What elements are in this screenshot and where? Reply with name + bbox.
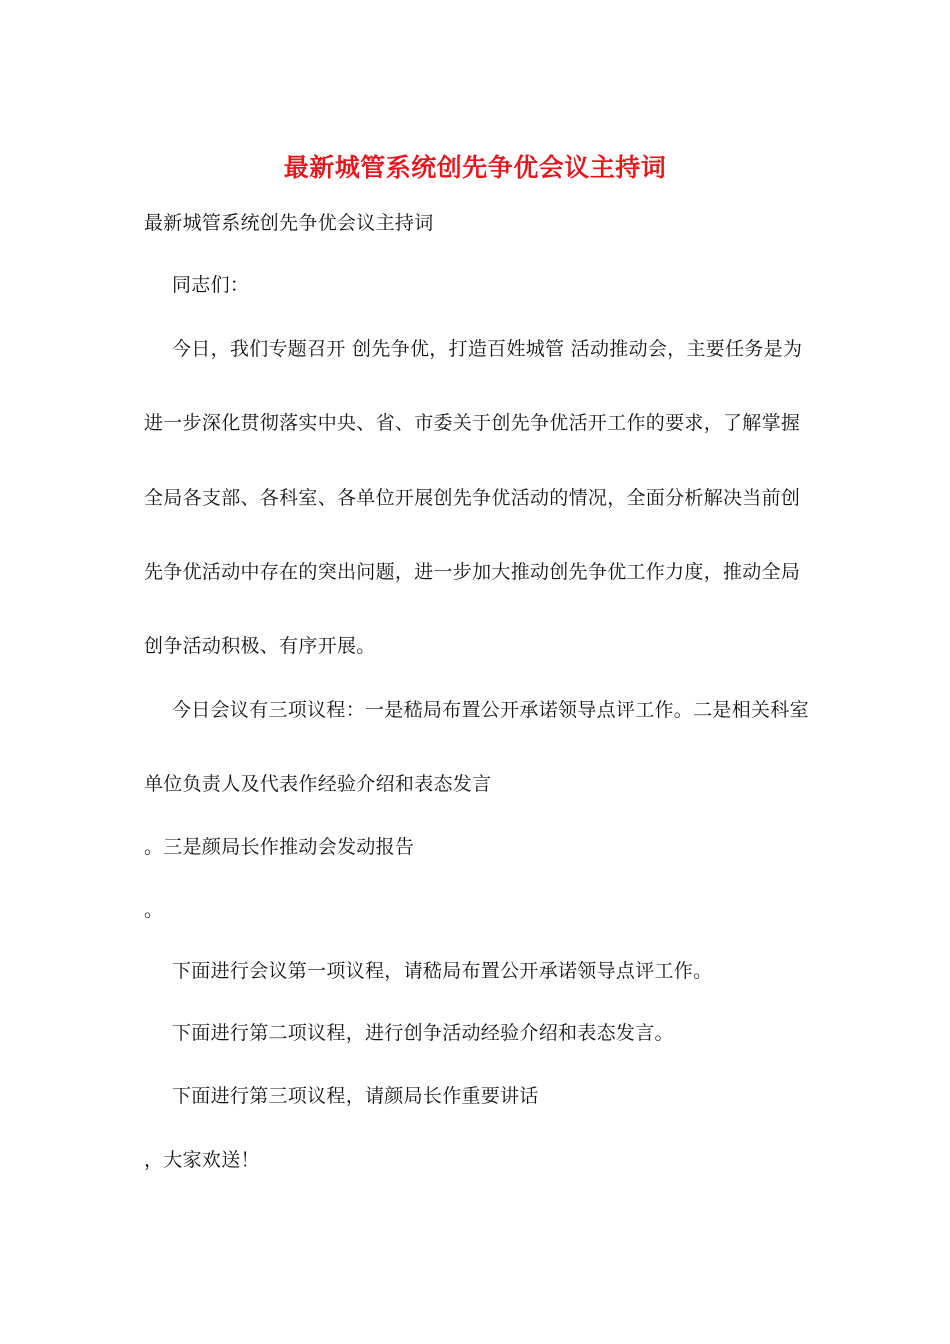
paragraph-line: 今日，我们专题召开 创先争优，打造百姓城管 活动推动会，主要任务是为 (172, 338, 803, 360)
subtitle-line: 最新城管系统创先争优会议主持词 (144, 212, 434, 234)
paragraph-line: 进一步深化贯彻落实中央、省、市委关于创先争优活开工作的要求，了解掌握 (144, 412, 801, 434)
paragraph-line: 单位负责人及代表作经验介绍和表态发言 (144, 773, 492, 795)
paragraph-line: 今日会议有三项议程：一是嵇局布置公开承诺领导点评工作。二是相关科室 (172, 699, 809, 721)
paragraph-line: 下面进行第二项议程，进行创争活动经验介绍和表态发言。 (172, 1022, 674, 1044)
paragraph-line: 创争活动积极、有序开展。 (144, 635, 376, 657)
paragraph-line: 。三是颜局长作推动会发动报告 (144, 836, 415, 858)
paragraph-line: 下面进行会议第一项议程，请嵇局布置公开承诺领导点评工作。 (172, 960, 713, 982)
paragraph-line: 。 (144, 899, 164, 921)
closing-line: ，大家欢送！ (144, 1149, 260, 1171)
salutation-line: 同志们： (172, 274, 250, 296)
paragraph-line: 全局各支部、各科室、各单位开展创先争优活动的情况，全面分析解决当前创 (144, 487, 801, 509)
paragraph-line: 下面进行第三项议程，请颜局长作重要讲话 (172, 1085, 539, 1107)
document-title: 最新城管系统创先争优会议主持词 (283, 153, 667, 182)
paragraph-line: 先争优活动中存在的突出问题，进一步加大推动创先争优工作力度，推动全局 (144, 561, 801, 583)
